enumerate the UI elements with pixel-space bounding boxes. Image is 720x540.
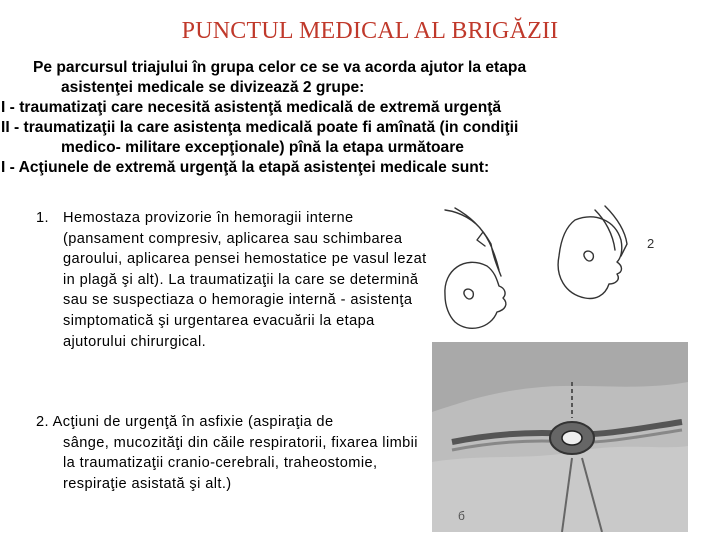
list-item-hemostasis bbox=[36, 208, 436, 352]
head-profile-1 bbox=[445, 262, 506, 328]
list-item-asphyxia bbox=[36, 412, 426, 494]
intro-line: asistenţei medicale se divizează 2 grupe: bbox=[61, 79, 365, 96]
figure-label-2: 2 bbox=[647, 236, 655, 251]
airway-heads-illustration bbox=[425, 200, 680, 340]
intro-block bbox=[1, 58, 713, 178]
ear-1 bbox=[464, 289, 473, 299]
ear-2 bbox=[584, 251, 593, 261]
list-number: 1. bbox=[36, 210, 49, 226]
figure-label-6: б bbox=[458, 509, 465, 523]
page-title: PUNCTUL MEDICAL AL BRIGĂZII bbox=[181, 18, 559, 44]
hand-1 bbox=[445, 208, 501, 276]
tracheostomy-illustration bbox=[432, 342, 688, 532]
group-one-line: I - traumatizaţi care necesită asistenţă medicală de extremă urgenţă bbox=[1, 99, 502, 116]
head-profile-2 bbox=[558, 217, 622, 299]
intro-line: Pe parcursul triajului în grupa celor ce se va acorda ajutor la etapa bbox=[33, 59, 527, 76]
list-item-text: Hemostaza provizorie în hemoragii interne (pansament compresiv, aplicarea sau schimbarea garoului, aplicarea pensei hemostatice pe vasul lezat in plagă şi alt). La traumatizaţii la care se determină sau se suspectiaza o hemoragie internă - asistenţa simptomatică şi urgentarea evacuării la etapa ajutorului chirurgical. bbox=[63, 210, 427, 350]
list-item-text: sânge, mucozităţi din căile respiratorii, fixarea limbii la traumatizaţii cranio-cerebrali, traheostomie, respiraţie asistată şi alt.) bbox=[63, 434, 418, 492]
urgent-actions-heading: I - Acţiunele de extremă urgenţă la etapă asistenţei medicale sunt: bbox=[1, 159, 490, 176]
list-item-first-line: 2. Acţiuni de urgenţă în asfixie (aspiraţia de bbox=[36, 414, 334, 430]
group-two-line: II - traumatizaţii la care asistenţa medicală poate fi amînată (in condiţii bbox=[1, 119, 519, 136]
group-two-continuation: medico- militare excepţionale) pînă la etapa următoare bbox=[61, 139, 464, 156]
